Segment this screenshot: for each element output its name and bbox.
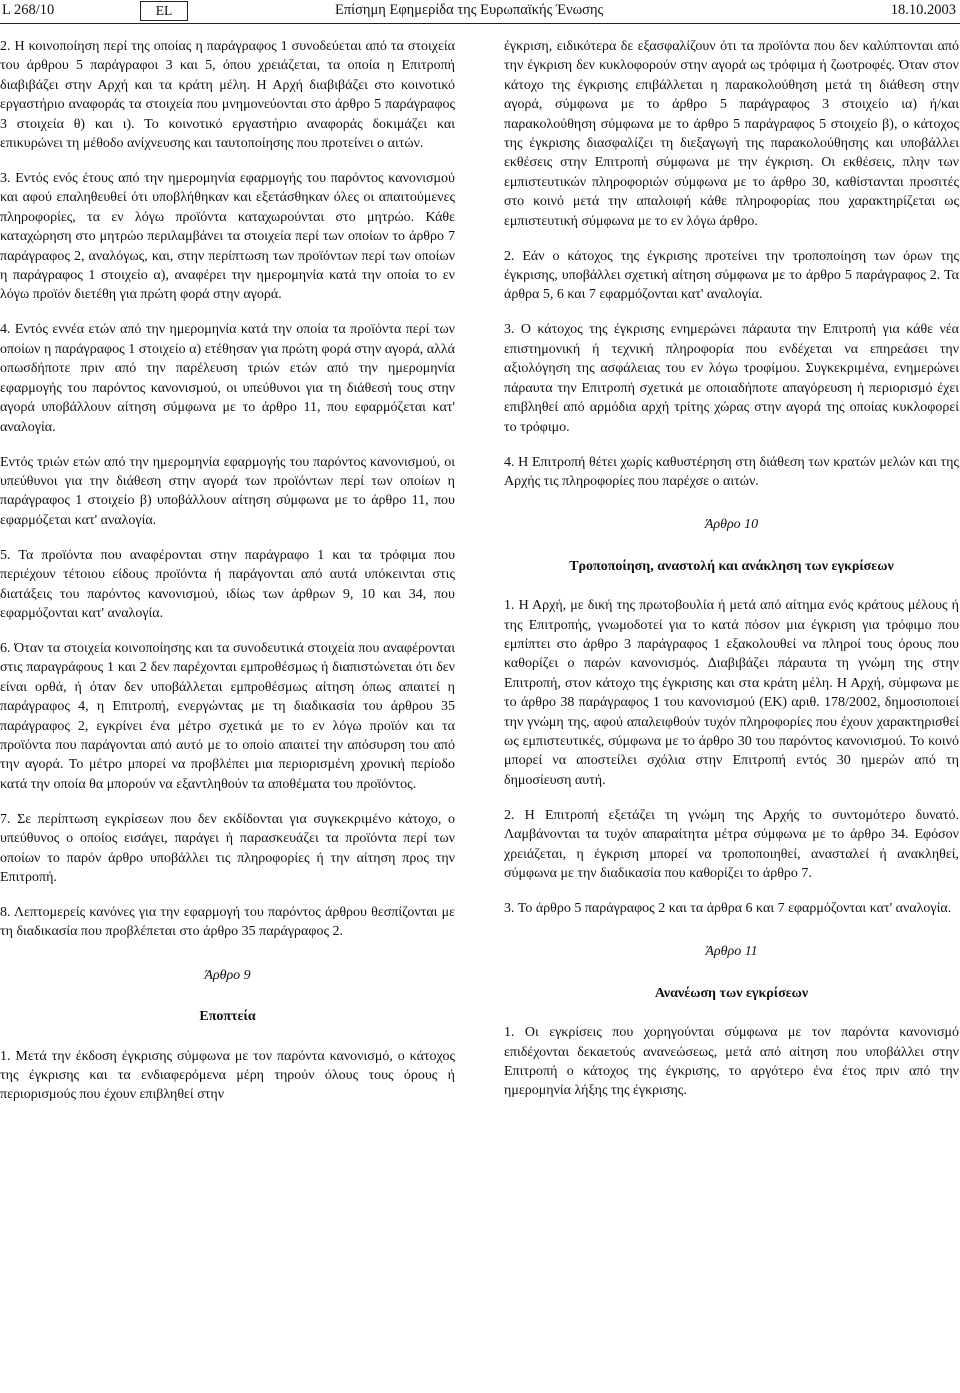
article-9-title: Άρθρο 9 [204, 967, 251, 983]
paragraph: 5. Τα προϊόντα που αναφέρονται στην παράγραφο 1 και τα τρόφιμα που περιέχουν τέτοιου είδους προϊόντα ή παράγονται από αυτά υπόκεινται στις διατάξεις του παρόντος κανονισμού, ιδίως των άρθρων 9, 10 και 34, που εφαρμόζονται κατ' αναλογία. [0, 547, 455, 621]
paragraph: 1. Η Αρχή, με δική της πρωτοβουλία ή μετά από αίτημα ενός κράτους μέλους ή της Επιτροπής, γνωμοδοτεί για το κατά πόσον μια έγκριση για τρόφιμο που εμπίπτει στο άρθρο 3 παράγραφος 1 εξακολουθεί να πληροί τους όρους που καθορίζει ο παρών κανονισμός. Διαβιβάζει πάραυτα τη γνώμη της στην Επιτροπή, στον κάτοχο της έγκρισης και στα κράτη μέλη. Η Αρχή, σύμφωνα με το άρθρο 38 παράγραφος 1 του κανονισμού (ΕΚ) αριθ. 178/2002, δημοσιοποιεί την γνώμη της, αφού απαλειφθούν τυχόν πληροφορίες που έχουν χαρακτηρισθεί ως εμπιστευτικές, σύμφωνα με το άρθρο 30 του παρόντος κανονισμού. Το κοινό μπορεί να αποστείλει σχόλια στην Επιτροπή εντός 30 ημερών από τη δημοσίευση αυτή. [504, 598, 959, 788]
article-11-title: Άρθρο 11 [705, 944, 758, 960]
article-11-heading: Ανανέωση των εγκρίσεων [654, 985, 809, 1001]
article-9-heading: Εποπτεία [199, 1009, 256, 1025]
paragraph: 3. Εντός ενός έτους από την ημερομηνία εφαρμογής του παρόντος κανονισμού και αφού επαληθευθεί ότι υποβλήθηκαν και εξετάσθηκαν όλες οι απαιτούμενες πληροφορίες, τα εν λόγω προϊόντα καταχωρούνται στο μητρώο. Κάθε καταχώρηση στο μητρώο περιλαμβάνει τα στοιχεία περί των οποίων το άρθρο 7 παράγραφος 2, αναλόγως, και, στην περίπτωση των προϊόντων περί των οποίων η παράγραφος 1 στοιχείο α), αναφέρει την ημερομηνία κατά την οποία το εν λόγω προϊόν διετέθη για πρώτη φορά στην αγορά. [0, 171, 455, 303]
page-reference: L 268/10 [2, 2, 55, 18]
paragraph: 3. Το άρθρο 5 παράγραφος 2 και τα άρθρα 6 και 7 εφαρμόζονται κατ' αναλογία. [504, 901, 952, 916]
paragraph: 2. Εάν ο κάτοχος της έγκρισης προτείνει την τροποποίηση των όρων της έγκρισης, υποβάλλει σχετική αίτηση σύμφωνα με το άρθρο 5 παράγραφος 2. Τα άρθρα 5, 6 και 7 εφαρμόζονται κατ' αναλογία. [504, 248, 959, 303]
article-10-title: Άρθρο 10 [704, 517, 759, 533]
paragraph: 8. Λεπτομερείς κανόνες για την εφαρμογή του παρόντος άρθρου θεσπίζονται με τη διαδικασία που προβλέπεται στο άρθρο 35 παράγραφος 2. [0, 905, 455, 940]
publication-date: 18.10.2003 [890, 2, 956, 18]
paragraph: 2. Η Επιτροπή εξετάζει τη γνώμη της Αρχής το συντομότερο δυνατό. Λαμβάνονται τα τυχόν απαραίτητα μέτρα σύμφωνα με το άρθρο 34. Εφόσον χρειάζεται, η έγκριση μπορεί να τροποποιηθεί, ανασταλεί ή ανακληθεί, σύμφωνα με την διαδικασία που καθορίζει το άρθρο 7. [504, 807, 959, 881]
paragraph: 4. Εντός εννέα ετών από την ημερομηνία κατά την οποία τα προϊόντα περί των οποίων η παράγραφος 1 στοιχείο α) ετέθησαν για πρώτη φορά στην αγορά, αλλά οπωσδήποτε πριν από την παρέλευση τριών ετών από την ημερομηνία εφαρμογής του παρόντος κανονισμού, οι υπεύθυνοι για τη διάθεσή τους στην αγορά υποβάλλουν αίτηση σύμφωνα με το άρθρο 11, που εφαρμόζεται κατ' αναλογία. [0, 322, 455, 435]
journal-title: Επίσημη Εφημερίδα της Ευρωπαϊκής Ένωσης [335, 2, 604, 18]
paragraph: 2. Η κοινοποίηση περί της οποίας η παράγραφος 1 συνοδεύεται από τα στοιχεία του άρθρου 5 παράγραφοι 3 και 5, όπου χρειάζεται, τα οποία η Επιτροπή διαβιβάζει στην Αρχή και τα κράτη μέλη. Η Αρχή διαβιβάζει στο κοινοτικό εργαστήριο αναφοράς τα στοιχεία που μνημονεύονται στο άρθρο 5 παράγραφος 3 στοιχεία θ) και ι). Το κοινοτικό εργαστήριο αναφοράς δοκιμάζει και επικυρώνει τη μέθοδο ανίχνευσης και ταυτοποίησης που προτείνει ο αιτών. [0, 39, 455, 152]
right-column [504, 37, 959, 1116]
paragraph: 1. Οι εγκρίσεις που χορηγούνται σύμφωνα με τον παρόντα κανονισμό επιδέχονται δεκαετούς ανανεώσεως, μετά από αίτηση που υποβάλλει στην Επιτροπή ο κάτοχος της έγκρισης, το αργότερο ένα έτος πριν από την ημερομηνία λήξης της έγκρισης. [504, 1025, 959, 1099]
left-column [0, 37, 455, 1120]
paragraph: 4. Η Επιτροπή θέτει χωρίς καθυστέρηση στη διάθεση των κρατών μελών και της Αρχής τις πληροφορίες που παρέχσε ο αιτών. [504, 454, 959, 489]
paragraph: έγκριση, ειδικότερα δε εξασφαλίζουν ότι τα προϊόντα που δεν καλύπτονται από την έγκριση δεν κυκλοφορούν στην αγορά ως τρόφιμα ή ζωοτροφές. Όταν στον κάτοχο της έγκρισης επιβάλλεται η παρακολούθηση μετά τη διάθεση στην αγορά, σύμφωνα με το άρθρο 5 παράγραφος 3 στοιχείο ια) ή/και παρακολούθηση σύμφωνα με το άρθρο 5 παράγραφος 5 στοιχείο β), ο κάτοχος της έγκρισης διασφαλίζει τη διεξαγωγή της παρακολούθησης και υποβάλλει εκθέσεις στην Επιτροπή σύμφωνα με την έγκριση. Οι εκθέσεις, πλην των εμπιστευτικών πληροφοριών σύμφωνα με το άρθρο 30, καθίστανται προσιτές στο κοινό μετά την απαλοιφή κάθε πληροφορίας που χαρακτηρίζεται ως εμπιστευτική σύμφωνα με το εν λόγω άρθρο. [504, 39, 959, 229]
language-code-box: EL [140, 1, 188, 21]
article-10-heading: Τροποποίηση, αναστολή και ανάκληση των εγκρίσεων [569, 558, 894, 574]
paragraph: 3. Ο κάτοχος της έγκρισης ενημερώνει πάραυτα την Επιτροπή για κάθε νέα επιστημονική ή τεχνική πληροφορία που ενδέχεται να επηρεάσει την αξιολόγηση της ασφάλειας του εν λόγω τροφίμου. Συγκεκριμένα, ενημερώνει πάραυτα την Επιτροπή σχετικά με οποιαδήποτε απαγόρευση ή περιορισμό έχει επιβληθεί από αρμόδια αρχή τρίτης χώρας στην αγορά της οποίας κυκλοφορεί το τρόφιμο. [504, 322, 959, 435]
paragraph: 7. Σε περίπτωση εγκρίσεων που δεν εκδίδονται για συγκεκριμένο κάτοχο, ο υπεύθυνος ο οποίος εισάγει, παράγει ή παρασκευάζει τα προϊόντα περί των οποίων το παρόν άρθρο υποβάλλει τις πληροφορίες ή την αίτηση προς την Επιτροπή. [0, 811, 455, 885]
paragraph: 6. Όταν τα στοιχεία κοινοποίησης και τα συνοδευτικά στοιχεία που αναφέρονται στις παραγράφους 1 και 2 δεν παρέχονται εμπροθέσμως ή διαπιστώνεται ότι δεν είναι ορθά, ή όταν δεν υποβάλλεται εμπροθέσμως αίτηση όπως απαιτεί η παράγραφος 4, η Επιτροπή, ενεργώντας με τη διαδικασία του άρθρου 35 παράγραφος 2, εγκρίνει ένα μέτρο σχετικά με το εν λόγω προϊόν και τα προϊόντα που παράγονται από αυτό με το οποίο απαιτεί την απόσυρση του από την αγορά. Το μέτρο μπορεί να προβλέπει μια περιορισμένη χρονική περίοδο κατά την οποία θα μπορούν να εξαντληθούν τα αποθέματα του προϊόντος. [0, 640, 455, 792]
paragraph: 1. Μετά την έκδοση έγκρισης σύμφωνα με τον παρόντα κανονισμό, ο κάτοχος της έγκρισης και τα ενδιαφερόμενα μέρη τηρούν όλους τους όρους ή περιορισμούς που έχουν επιβληθεί στην [0, 1048, 455, 1103]
page-header [0, 0, 960, 24]
paragraph: Εντός τριών ετών από την ημερομηνία εφαρμογής του παρόντος κανονισμού, οι υπεύθυνοι για την διάθεση στην αγορά των προϊόντων περί των οποίων η παράγραφος 1 στοιχείο β) υποβάλλουν αίτηση σύμφωνα με το άρθρο 11, που εφαρμόζεται κατ' αναλογία. [0, 454, 455, 528]
